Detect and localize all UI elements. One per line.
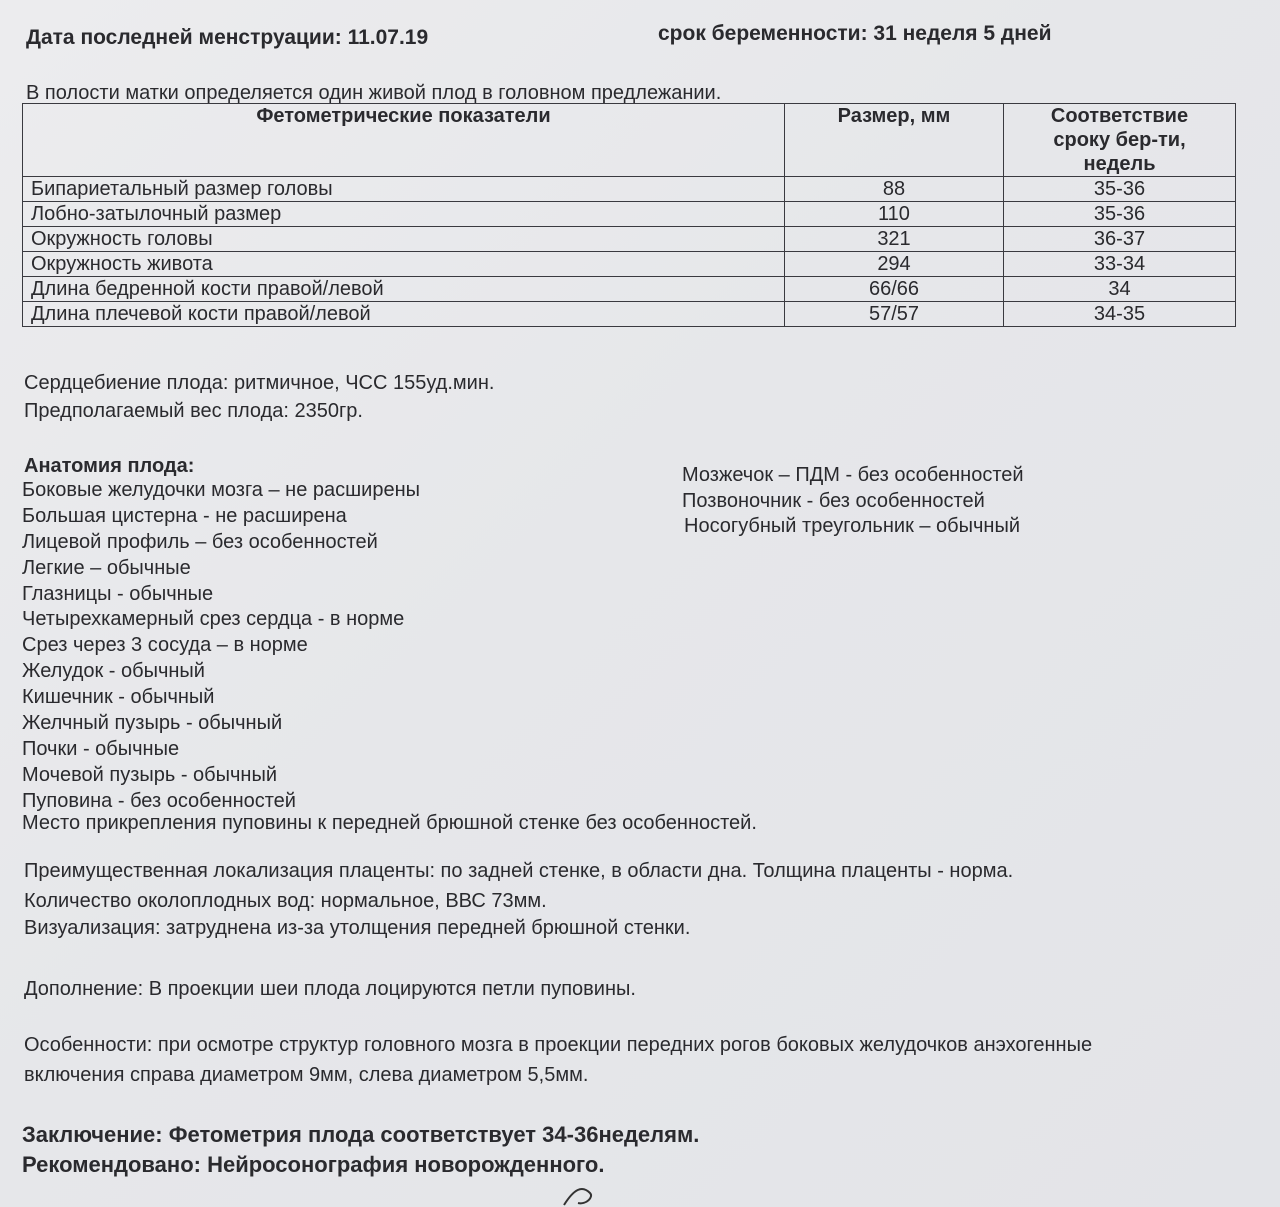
intro-text: В полости матки определяется один живой плод в головном предлежании. — [26, 82, 722, 104]
header-weeks-line1: Соответствие — [1050, 105, 1189, 127]
recommendation-text: Рекомендовано: Нейросонография новорожденного. — [22, 1152, 605, 1177]
placenta-text: Преимущественная локализация плаценты: по задней стенке, в области дна. Толщина плаценты - норма. — [24, 860, 1014, 882]
anatomy-item: Почки - обычные — [22, 738, 180, 760]
anatomy-item: Мочевой пузырь - обычный — [22, 764, 278, 786]
anatomy-item-right: Носогубный треугольник – обычный — [684, 515, 1021, 537]
header-indicators: Фетометрические показатели — [23, 104, 785, 177]
anatomy-item: Глазницы - обычные — [22, 583, 214, 605]
fetometry-table — [22, 103, 1236, 327]
last-menstruation-date: Дата последней менструации: 11.07.19 — [26, 26, 429, 49]
table-row — [23, 252, 1236, 277]
row-name: Лобно-затылочный размер — [23, 202, 785, 227]
table-row — [23, 177, 1236, 202]
table-row — [23, 227, 1236, 252]
conclusion-text: Заключение: Фетометрия плода соответствует 34-36неделям. — [22, 1122, 700, 1147]
row-name: Окружность головы — [23, 227, 785, 252]
row-size: 294 — [785, 252, 1004, 277]
amniotic-fluid-text: Количество околоплодных вод: нормальное, ВВС 73мм. — [24, 890, 547, 912]
table-row — [23, 302, 1236, 327]
row-name: Длина плечевой кости правой/левой — [23, 302, 785, 327]
row-size: 110 — [785, 202, 1004, 227]
anatomy-item-right: Мозжечок – ПДМ - без особенностей — [682, 464, 1024, 486]
anatomy-item: Большая цистерна - не расширена — [22, 505, 347, 527]
anatomy-item-right: Позвоночник - без особенностей — [682, 490, 985, 512]
row-size: 321 — [785, 227, 1004, 252]
table-row — [23, 202, 1236, 227]
row-weeks: 34 — [1004, 277, 1236, 302]
row-size: 88 — [785, 177, 1004, 202]
row-size: 57/57 — [785, 302, 1004, 327]
row-name: Окружность живота — [23, 252, 785, 277]
row-weeks: 34-35 — [1004, 302, 1236, 327]
features-text-line2: включения справа диаметром 9мм, слева диаметром 5,5мм. — [24, 1064, 589, 1086]
anatomy-item: Желчный пузырь - обычный — [22, 712, 283, 734]
anatomy-item: Пуповина - без особенностей — [22, 790, 296, 812]
row-weeks: 33-34 — [1004, 252, 1236, 277]
header-size: Размер, мм — [785, 104, 1004, 177]
row-weeks: 35-36 — [1004, 177, 1236, 202]
anatomy-item: Желудок - обычный — [22, 660, 205, 682]
header-weeks-line2: сроку бер-ти, — [1053, 129, 1186, 151]
anatomy-item: Лицевой профиль – без особенностей — [22, 531, 378, 553]
row-name: Длина бедренной кости правой/левой — [23, 277, 785, 302]
table-header-row — [23, 104, 1236, 177]
gestation-term: срок беременности: 31 неделя 5 дней — [658, 22, 1052, 45]
table-row — [23, 277, 1236, 302]
anatomy-item: Легкие – обычные — [22, 557, 191, 579]
header-weeks — [1004, 104, 1236, 177]
signature-mark-icon — [560, 1183, 620, 1207]
addition-text: Дополнение: В проекции шеи плода лоцируются петли пуповины. — [24, 978, 636, 1000]
anatomy-item: Кишечник - обычный — [22, 686, 215, 708]
fetal-weight-text: Предполагаемый вес плода: 2350гр. — [24, 400, 363, 422]
anatomy-item: Место прикрепления пуповины к передней брюшной стенке без особенностей. — [22, 812, 757, 834]
header-weeks-line3: недель — [1083, 153, 1156, 175]
anatomy-item: Четырехкамерный срез сердца - в норме — [22, 608, 405, 630]
visualization-text: Визуализация: затруднена из-за утолщения передней брюшной стенки. — [24, 917, 691, 939]
row-size: 66/66 — [785, 277, 1004, 302]
row-weeks: 36-37 — [1004, 227, 1236, 252]
heartbeat-text: Сердцебиение плода: ритмичное, ЧСС 155уд.мин. — [24, 372, 495, 394]
row-weeks: 35-36 — [1004, 202, 1236, 227]
anatomy-title: Анатомия плода: — [24, 455, 195, 477]
anatomy-item: Боковые желудочки мозга – не расширены — [22, 479, 421, 501]
anatomy-item: Срез через 3 сосуда – в норме — [22, 634, 308, 656]
row-name: Бипариетальный размер головы — [23, 177, 785, 202]
features-text-line1: Особенности: при осмотре структур головного мозга в проекции передних рогов боковых желудочков анэхогенные — [24, 1034, 1093, 1056]
